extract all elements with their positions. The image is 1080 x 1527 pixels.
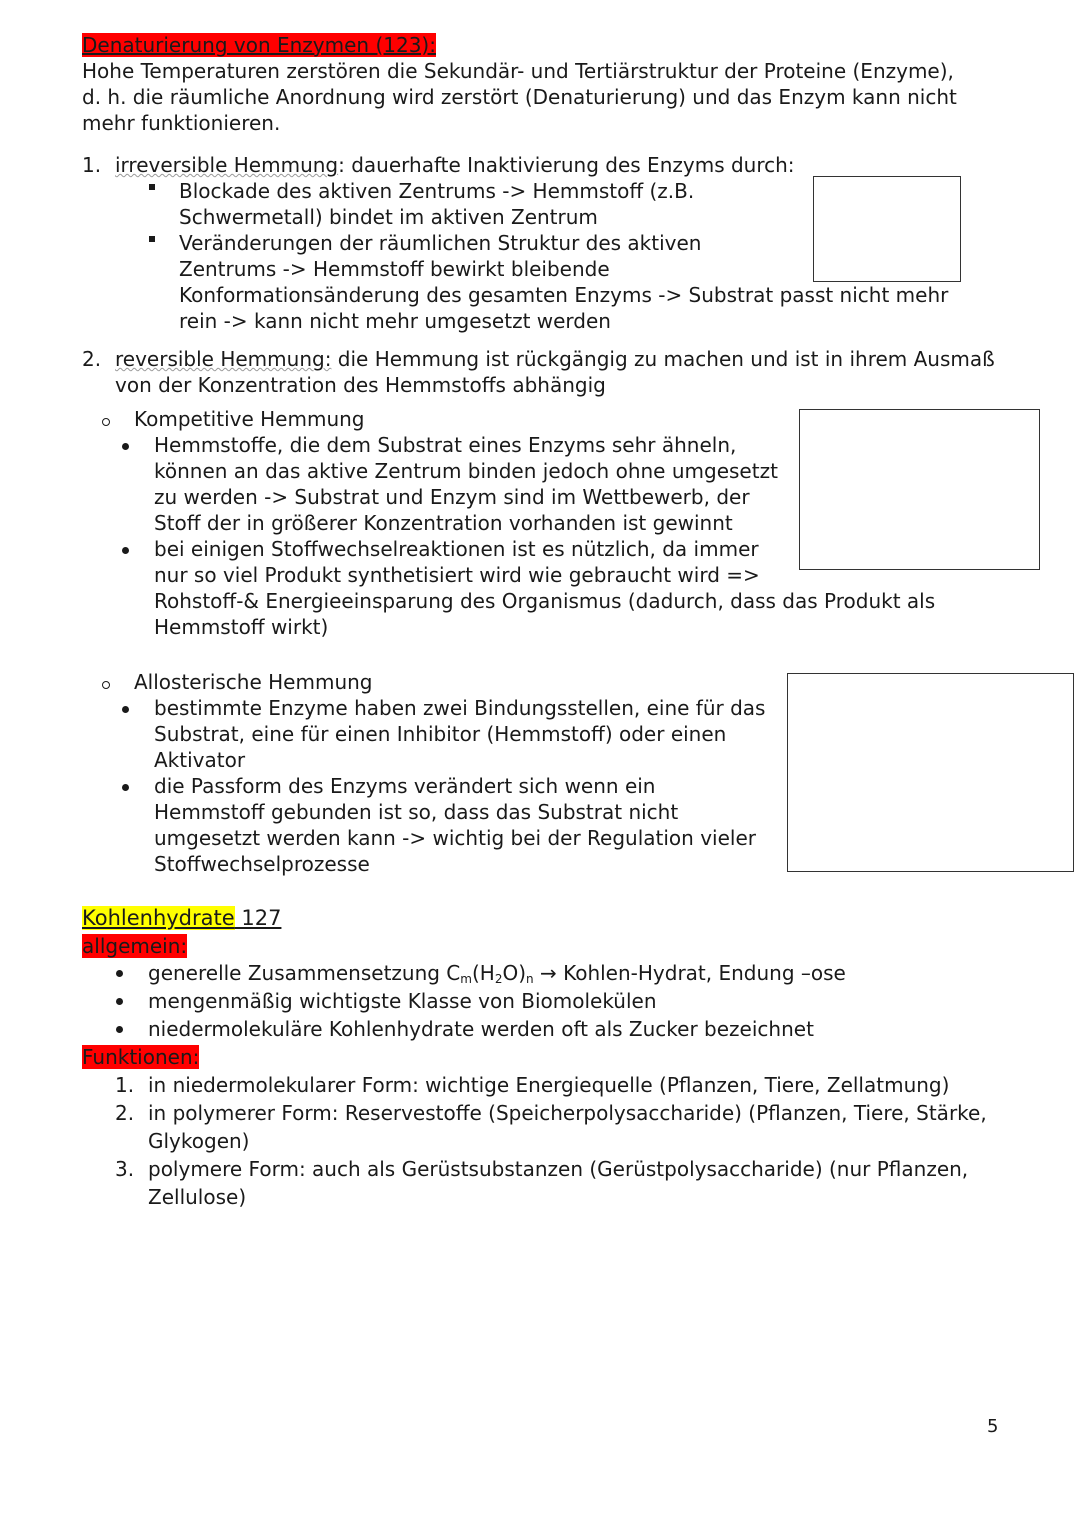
subheading-allosterisch: Allosterische Hemmung <box>134 670 373 694</box>
dot-bullet <box>116 1026 123 1033</box>
bullet-text: Blockade des aktiven Zentrums -> Hemmstoff (z.B. <box>179 179 695 203</box>
bullet-text: können an das aktive Zentrum binden jedoch ohne umgesetzt <box>154 459 778 483</box>
bullet-text: Aktivator <box>154 748 246 772</box>
image-placeholder-allosterisch <box>787 673 1074 872</box>
image-placeholder-kompetitiv <box>799 409 1040 570</box>
bullet-text: rein -> kann nicht mehr umgesetzt werden <box>179 309 611 333</box>
bullet-text: Hemmstoffe, die dem Substrat eines Enzyms sehr ähneln, <box>154 433 737 457</box>
label-funktionen: Funktionen: <box>82 1045 200 1069</box>
bullet-text: Hemmstoff gebunden ist so, dass das Substrat nicht <box>154 800 679 824</box>
circle-bullet <box>102 418 110 426</box>
bullet-text: umgesetzt werden kann -> wichtig bei der Regulation vieler <box>154 826 756 850</box>
list-number: 2. <box>82 347 102 371</box>
page-number: 5 <box>987 1416 999 1437</box>
bullet-text: Stoff der in größerer Konzentration vorhanden ist gewinnt <box>154 511 733 535</box>
paragraph-line: Hohe Temperaturen zerstören die Sekundär- und Tertiärstruktur der Proteine (Enzyme), <box>82 59 954 83</box>
bullet-text: Substrat, eine für einen Inhibitor (Hemmstoff) oder einen <box>154 722 727 746</box>
paragraph-line: von der Konzentration des Hemmstoffs abhängig <box>115 373 606 397</box>
bullet-text: nur so viel Produkt synthetisiert wird wie gebraucht wird => <box>154 563 760 587</box>
paragraph-line: mehr funktionieren. <box>82 111 281 135</box>
list-number: 1. <box>82 153 102 177</box>
circle-bullet <box>102 681 110 689</box>
bullet-text: Stoffwechselprozesse <box>154 852 370 876</box>
bullet-text-formel: generelle Zusammensetzung $C_m(H_2O)_n$ → Kohlen-Hydrat, Endung –ose <box>148 961 846 986</box>
list-item-text: polymere Form: auch als Gerüstsubstanzen (Gerüstpolysaccharide) (nur Pflanzen, <box>148 1157 969 1181</box>
dot-bullet <box>116 970 123 977</box>
list-number: 1. <box>115 1073 135 1097</box>
dot-bullet <box>116 998 123 1005</box>
term-reversible: reversible Hemmung: <box>115 347 332 371</box>
square-bullet <box>149 184 155 190</box>
bullet-text: mengenmäßig wichtigste Klasse von Biomolekülen <box>148 989 657 1013</box>
list-item-text: Zellulose) <box>148 1185 247 1209</box>
bullet-text: zu werden -> Substrat und Enzym sind im Wettbewerb, der <box>154 485 750 509</box>
list-number: 3. <box>115 1157 135 1181</box>
list-item-irreversible: irreversible Hemmung: dauerhafte Inaktivierung des Enzyms durch: <box>115 153 795 177</box>
bullet-text: bestimmte Enzyme haben zwei Bindungsstellen, eine für das <box>154 696 766 720</box>
section-heading-denaturierung: Denaturierung von Enzymen (123): <box>82 33 436 57</box>
subheading-kompetitiv: Kompetitive Hemmung <box>134 407 365 431</box>
list-number: 2. <box>115 1101 135 1125</box>
list-item-text: in niedermolekularer Form: wichtige Energiequelle (Pflanzen, Tiere, Zellatmung) <box>148 1073 950 1097</box>
bullet-text: Hemmstoff wirkt) <box>154 615 329 639</box>
dot-bullet <box>122 443 129 450</box>
list-item-reversible: reversible Hemmung: die Hemmung ist rückgängig zu machen und ist in ihrem Ausmaß <box>115 347 995 371</box>
section-heading-kohlenhydrate: Kohlenhydrate 127 <box>82 906 282 930</box>
list-item-text: in polymerer Form: Reservestoffe (Speicherpolysaccharide) (Pflanzen, Tiere, Stärke, <box>148 1101 987 1125</box>
image-placeholder-irreversible <box>813 176 961 282</box>
list-item-text: Glykogen) <box>148 1129 250 1153</box>
dot-bullet <box>122 784 129 791</box>
bullet-text: Konformationsänderung des gesamten Enzyms -> Substrat passt nicht mehr <box>179 283 949 307</box>
dot-bullet <box>122 547 129 554</box>
bullet-text: Veränderungen der räumlichen Struktur des aktiven <box>179 231 702 255</box>
bullet-text: Schwermetall) bindet im aktiven Zentrum <box>179 205 598 229</box>
dot-bullet <box>122 706 129 713</box>
bullet-text: Rohstoff-& Energieeinsparung des Organismus (dadurch, dass das Produkt als <box>154 589 936 613</box>
square-bullet <box>149 236 155 242</box>
label-allgemein: allgemein: <box>82 934 188 958</box>
bullet-text: die Passform des Enzyms verändert sich wenn ein <box>154 774 656 798</box>
term-irreversible: irreversible Hemmung <box>115 153 339 177</box>
bullet-text: niedermolekuläre Kohlenhydrate werden oft als Zucker bezeichnet <box>148 1017 814 1041</box>
paragraph-line: d. h. die räumliche Anordnung wird zerstört (Denaturierung) und das Enzym kann nicht <box>82 85 957 109</box>
bullet-text: Zentrums -> Hemmstoff bewirkt bleibende <box>179 257 610 281</box>
bullet-text: bei einigen Stoffwechselreaktionen ist es nützlich, da immer <box>154 537 759 561</box>
